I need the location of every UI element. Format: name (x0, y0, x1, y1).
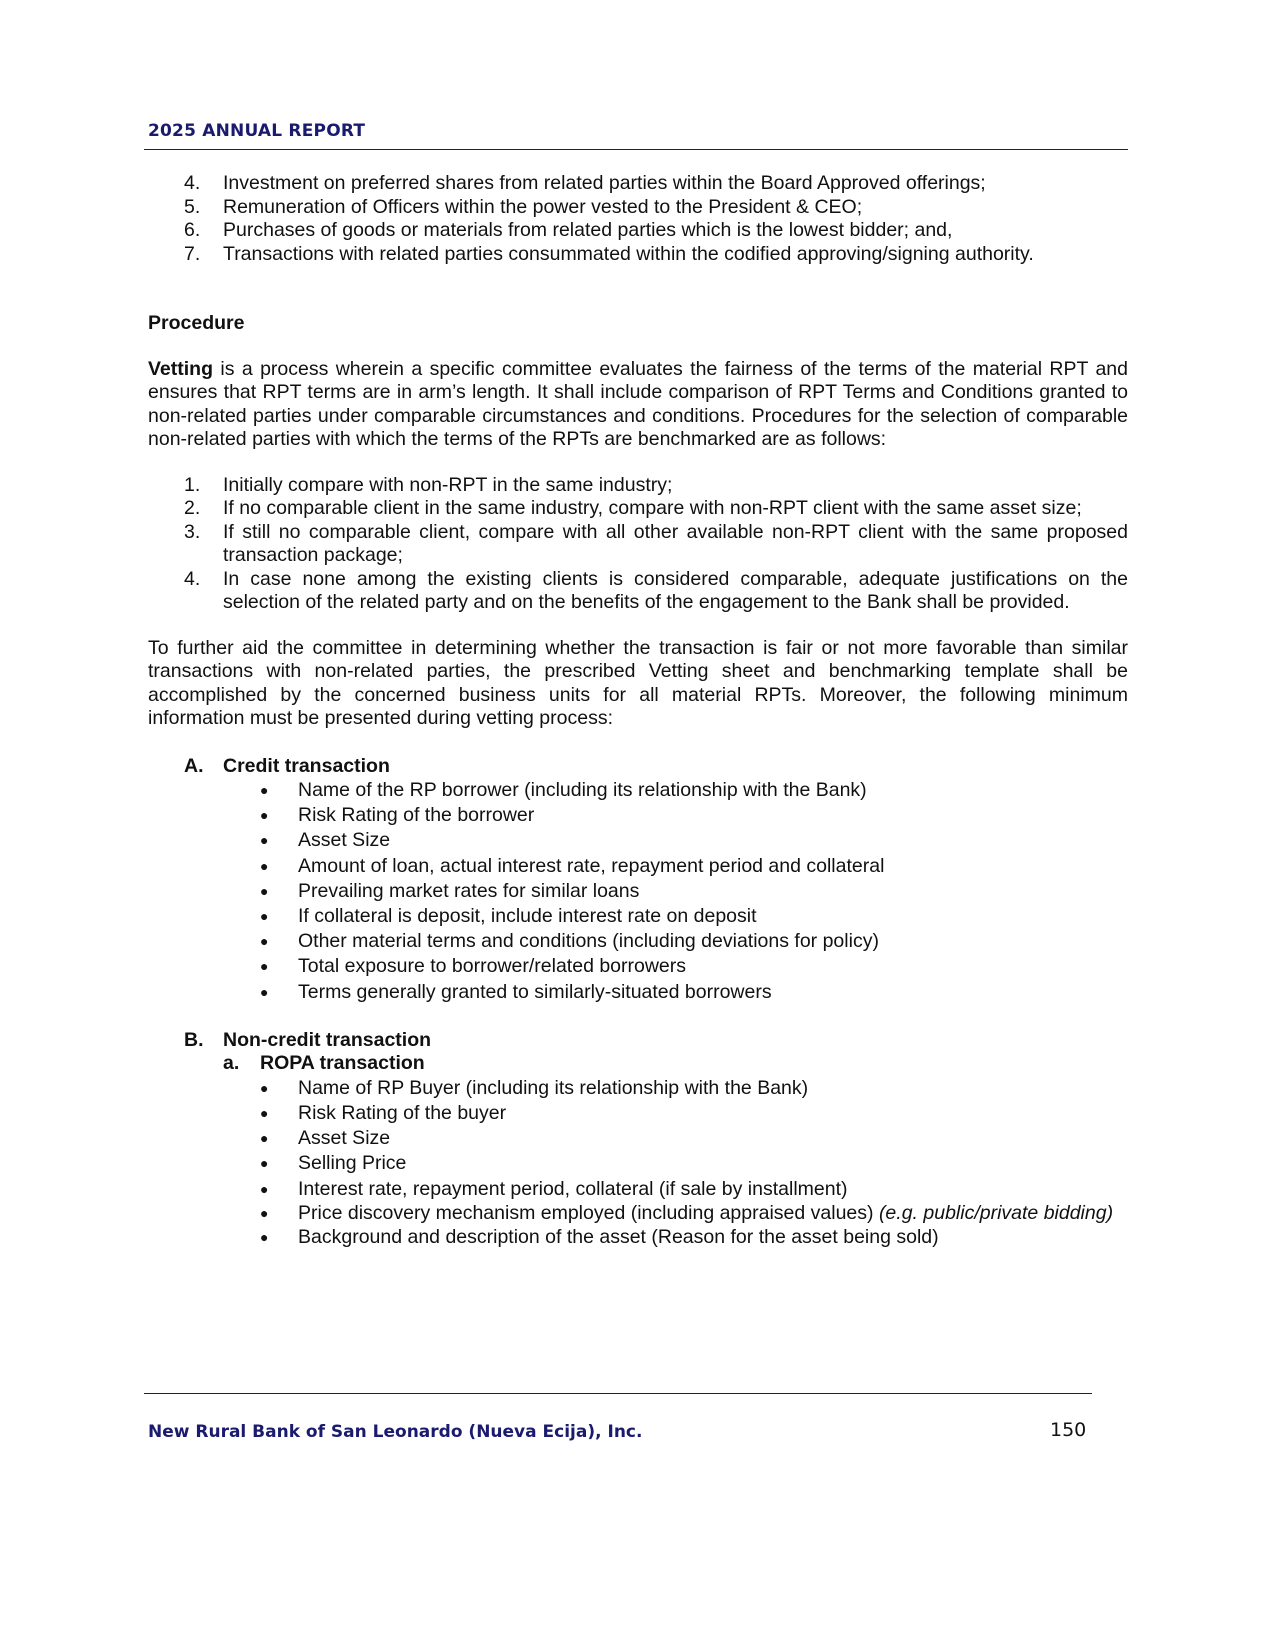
list-number: 2. (184, 497, 201, 519)
bullet-icon: ● (260, 958, 269, 975)
list-item (148, 196, 1128, 220)
bullet-icon: ● (260, 807, 269, 824)
bullet-item (148, 803, 1128, 828)
section-letter: B. (184, 1028, 204, 1051)
section-title: Non-credit transaction (223, 1028, 432, 1051)
bullet-icon: ● (260, 908, 269, 925)
bullet-icon: ● (260, 1180, 269, 1197)
list-number: 3. (184, 520, 201, 543)
list-text: If still no comparable client, compare with all other available non-RPT client with the same proposed transaction package; (223, 520, 1128, 566)
list-item (148, 568, 1128, 615)
bullet-text: Terms generally granted to similarly-situated borrowers (298, 980, 772, 1003)
bullet-item (148, 778, 1128, 803)
bullet-text: Name of the RP borrower (including its relationship with the Bank) (298, 779, 867, 801)
vetting-text: is a process wherein a specific committee evaluates the fairness of the terms of the material RPT and ensures that RPT terms are in arm’s length. It shall include comparison of RPT Terms and Conditions granted to non-related parties under comparable circumstances and conditions. Procedures for the selection of comparable non-related parties with which the terms of the RPTs are benchmarked are as follows: (148, 357, 1128, 450)
list-number: 1. (184, 473, 201, 496)
vetting-paragraph (148, 358, 1128, 452)
report-title: 2025 ANNUAL REPORT (148, 121, 366, 141)
list-item (148, 219, 1128, 243)
vetting-term: Vetting (148, 357, 214, 380)
bullet-item (148, 954, 1128, 979)
bullet-icon: ● (260, 1229, 269, 1246)
list-item (148, 243, 1128, 267)
footer-bank-name: New Rural Bank of San Leonardo (Nueva Ecija), Inc. (148, 1422, 643, 1442)
list-item (148, 172, 1128, 196)
list-item (148, 521, 1128, 568)
list-number: 6. (184, 219, 201, 241)
exempt-transactions-list (148, 172, 1128, 266)
bullet-item (148, 1076, 1128, 1101)
further-paragraph: To further aid the committee in determining whether the transaction is fair or not more favorable than similar transactions with non-related parties, the prescribed Vetting sheet and benchmarking template shall be accomplished by the concerned business units for all material RPTs. Moreover, the following minimum information must be presented during vetting process: (148, 636, 1128, 729)
bullet-item (148, 1177, 1128, 1202)
list-text: Initially compare with non-RPT in the same industry; (223, 473, 673, 496)
bullet-text: Risk Rating of the buyer (298, 1102, 507, 1125)
bullet-icon: ● (260, 1079, 269, 1096)
bullet-icon: ● (260, 983, 269, 1000)
page-content (148, 172, 1128, 1251)
bullet-item (148, 1101, 1128, 1126)
bullet-text: Name of RP Buyer (including its relationship with the Bank) (298, 1076, 809, 1099)
bullet-text: Background and description of the asset (Reason for the asset being sold) (298, 1226, 939, 1249)
benchmark-steps-list (148, 474, 1128, 615)
bullet-item (148, 1151, 1128, 1176)
list-text: Purchases of goods or materials from related parties which is the lowest bidder; and, (223, 219, 953, 241)
bullet-item (148, 1126, 1128, 1151)
bullet-italic-note: (e.g. public/private bidding) (878, 1201, 1114, 1224)
bullet-item (148, 980, 1128, 1005)
list-text: Remuneration of Officers within the power vested to the President & CEO; (223, 195, 863, 218)
bullet-item (148, 1202, 1128, 1226)
bullet-text: Total exposure to borrower/related borrowers (298, 955, 687, 978)
bullet-icon: ● (260, 1155, 269, 1172)
bullet-text: Prevailing market rates for similar loans (298, 879, 640, 902)
bullet-item (148, 854, 1128, 879)
bullet-icon: ● (260, 832, 269, 849)
subsection-letter: a. (223, 1052, 240, 1075)
subsection-title: ROPA transaction (260, 1052, 425, 1075)
bullet-text: Risk Rating of the borrower (298, 804, 535, 827)
credit-info-list (148, 778, 1128, 1005)
bullet-text: Other material terms and conditions (including deviations for policy) (298, 930, 879, 953)
list-number: 4. (184, 172, 201, 194)
footer-divider (144, 1393, 1092, 1394)
bullet-item (148, 904, 1128, 929)
procedure-heading: Procedure (148, 312, 245, 334)
bullet-text: Amount of loan, actual interest rate, repayment period and collateral (298, 854, 885, 877)
bullet-icon: ● (260, 857, 269, 874)
list-number: 7. (184, 242, 201, 265)
bullet-icon: ● (260, 933, 269, 950)
bullet-icon: ● (260, 1204, 269, 1221)
list-item (148, 497, 1128, 521)
bullet-text: Selling Price (298, 1152, 407, 1175)
list-text: Investment on preferred shares from related parties within the Board Approved offerings; (223, 172, 986, 194)
header-divider (144, 149, 1128, 150)
bullet-text: Asset Size (298, 829, 391, 852)
list-number: 4. (184, 567, 201, 590)
bullet-item (148, 828, 1128, 853)
section-title: Credit transaction (223, 754, 390, 777)
list-item (148, 474, 1128, 498)
noncredit-heading (148, 1029, 1128, 1053)
bullet-icon: ● (260, 1130, 269, 1147)
bullet-text: Asset Size (298, 1127, 391, 1150)
list-text: Transactions with related parties consummated within the codified approving/signing authority. (223, 242, 1034, 265)
list-number: 5. (184, 195, 201, 218)
bullet-item (148, 879, 1128, 904)
bullet-icon: ● (260, 1105, 269, 1122)
ropa-heading (148, 1052, 1128, 1076)
bullet-icon: ● (260, 882, 269, 899)
bullet-text: Interest rate, repayment period, collateral (if sale by installment) (298, 1177, 848, 1200)
bullet-item (148, 1225, 1128, 1250)
bullet-icon: ● (260, 782, 269, 798)
list-text: If no comparable client in the same industry, compare with non-RPT client with the same asset size; (223, 497, 1082, 519)
ropa-info-list (148, 1076, 1128, 1251)
credit-heading (148, 755, 1128, 779)
page-number: 150 (1050, 1419, 1087, 1441)
bullet-text: If collateral is deposit, include interest rate on deposit (298, 905, 757, 928)
section-letter: A. (184, 754, 204, 777)
bullet-item (148, 929, 1128, 954)
list-text: In case none among the existing clients is considered comparable, adequate justifications on the selection of the related party and on the benefits of the engagement to the Bank shall be provided. (223, 567, 1128, 613)
bullet-text: Price discovery mechanism employed (including appraised values) (298, 1201, 879, 1224)
